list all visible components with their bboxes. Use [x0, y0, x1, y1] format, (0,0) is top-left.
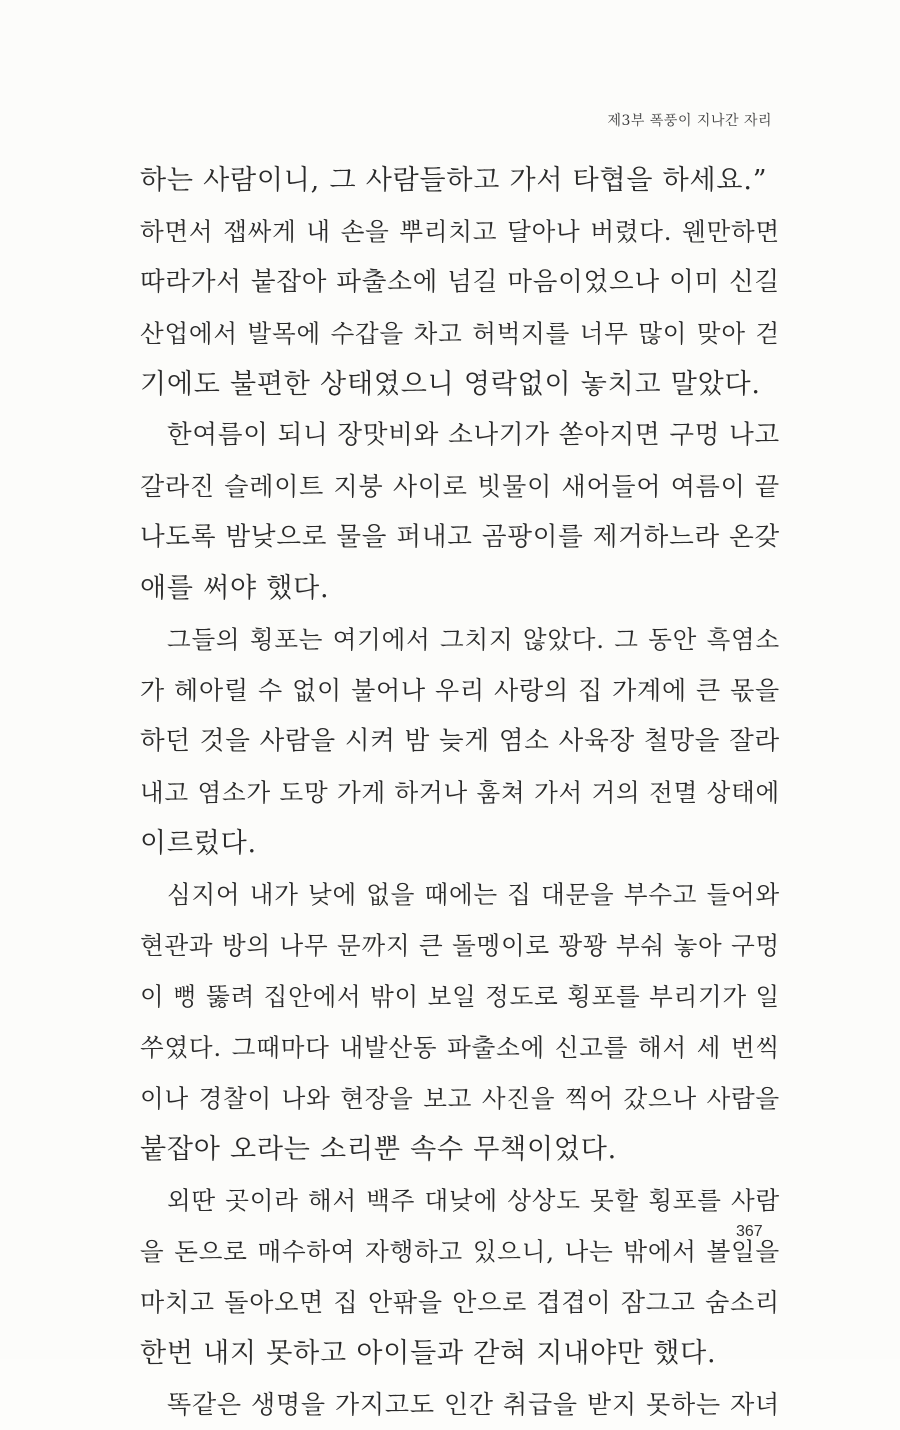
text-line: 한번 내지 못하고 아이들과 갇혀 지내야만 했다.: [140, 1338, 717, 1369]
text-line: 쑤였다. 그때마다 내발산동 파출소에 신고를 해서 세 번씩: [140, 1033, 780, 1062]
text-line: 하면서 잽싸게 내 손을 뿌리치고 달아나 버렸다. 웬만하면: [140, 217, 780, 246]
text-line: 나도록 밤낮으로 물을 퍼내고 곰팡이를 제거하느라 온갖: [140, 522, 780, 552]
page-number: 367: [736, 1223, 763, 1240]
text-line: 똑같은 생명을 가지고도 인간 취급을 받지 못하는 자녀: [167, 1390, 780, 1419]
text-line: 을 돈으로 매수하여 자행하고 있으니, 나는 밖에서 볼일을: [140, 1237, 780, 1266]
text-line: 이르렀다.: [140, 828, 257, 859]
text-line: 가 헤아릴 수 없이 불어나 우리 사랑의 집 가계에 큰 몫을: [140, 676, 780, 705]
text-line: 갈라진 슬레이트 지붕 사이로 빗물이 새어들어 여름이 끝: [140, 472, 780, 501]
body-text: [140, 155, 780, 1430]
text-line: 하던 것을 사람을 시켜 밤 늦게 염소 사육장 철망을 잘라: [140, 726, 780, 756]
text-line: 기에도 불편한 상태였으니 영락없이 놓치고 말았다.: [140, 369, 761, 400]
text-line: 이 뻥 뚫려 집안에서 밖이 보일 정도로 횡포를 부리기가 일: [140, 982, 781, 1011]
text-line: 한여름이 되니 장맛비와 소나기가 쏟아지면 구멍 나고: [167, 420, 780, 450]
text-line: 심지어 내가 낮에 없을 때에는 집 대문을 부수고 들어와: [167, 880, 780, 909]
text-line: 따라가서 붙잡아 파출소에 넘길 마음이었으나 이미 신길: [140, 267, 780, 297]
text-line: 그들의 횡포는 여기에서 그치지 않았다. 그 동안 흑염소: [167, 625, 780, 654]
text-line: 외딴 곳이라 해서 백주 대낮에 상상도 못할 횡포를 사람: [167, 1186, 780, 1215]
text-line: 이나 경찰이 나와 현장을 보고 사진을 찍어 갔으나 사람을: [140, 1084, 780, 1113]
running-header: 제3부 폭풍이 지나간 자리: [607, 113, 772, 129]
text-line: 현관과 방의 나무 문까지 큰 돌멩이로 꽝꽝 부숴 놓아 구멍: [140, 931, 781, 960]
text-line: 애를 써야 했다.: [140, 573, 330, 604]
text-line: 붙잡아 오라는 소리뿐 속수 무책이었다.: [140, 1134, 618, 1165]
text-line: 마치고 돌아오면 집 안팎을 안으로 겹겹이 잠그고 숨소리: [140, 1288, 780, 1317]
text-line: 하는 사람이니, 그 사람들하고 가서 타협을 하세요.”: [140, 165, 768, 196]
text-line: 산업에서 발목에 수갑을 차고 허벅지를 너무 많이 맞아 걷: [140, 319, 780, 348]
text-line: 내고 염소가 도망 가게 하거나 훔쳐 가서 거의 전멸 상태에: [140, 778, 781, 807]
